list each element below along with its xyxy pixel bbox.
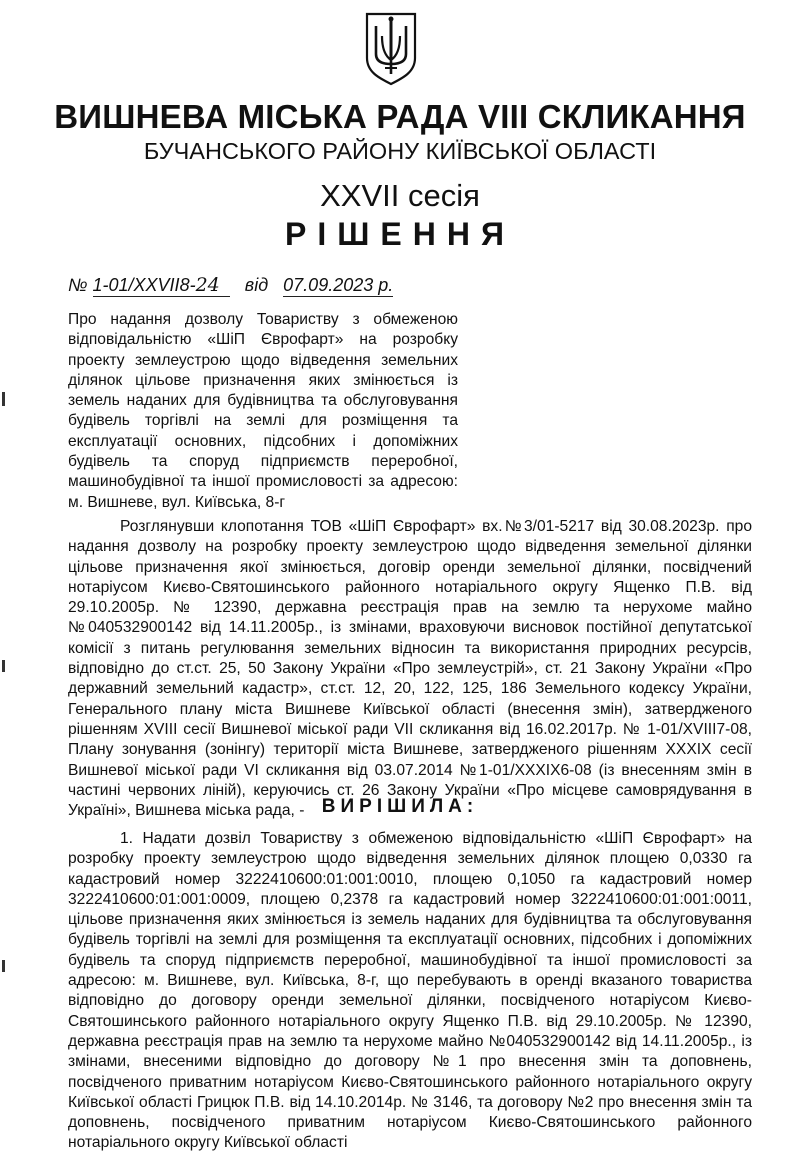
session-title: XXVII сесія bbox=[320, 178, 480, 213]
decision-subject: Про надання дозволу Товариству з обмеженою відповідальністю «ШіП Єврофарт» на розробку проекту землеустрою щодо відведення земельних ділянок цільове призначення яких змінюється із земель наданих для будівництва та обслуговування будівель торгівлі на землі для розміщення та експлуатації основних, підсобних і допоміжних будівель та споруд підприємств переробної, машинобудівної та іншої промисловості за адресою: м. Вишневе, вул. Київська, 8-г bbox=[68, 311, 458, 511]
scan-mark bbox=[2, 392, 5, 406]
trident-emblem-icon bbox=[363, 10, 419, 86]
decision-number: 1-01/XXVII8-24 bbox=[93, 275, 230, 297]
handwritten-number: 24 bbox=[195, 274, 220, 296]
council-title: ВИШНЕВА МІСЬКА РАДА VIII СКЛИКАННЯ bbox=[54, 98, 746, 135]
scan-mark bbox=[2, 660, 5, 672]
scan-mark bbox=[2, 960, 5, 972]
decision-item-1 bbox=[68, 829, 752, 1154]
decision-number-line bbox=[68, 274, 393, 296]
decision-date: 07.09.2023 р. bbox=[283, 275, 394, 295]
document-type: РІШЕННЯ bbox=[285, 216, 515, 252]
council-district: БУЧАНСЬКОГО РАЙОНУ КИЇВСЬКОЇ ОБЛАСТІ bbox=[143, 138, 657, 164]
preamble-paragraph bbox=[68, 517, 752, 821]
number-prefix: № bbox=[68, 275, 88, 295]
preamble-text: Розглянувши клопотання ТОВ «ШіП Єврофарт» вх.№3/01-5217 від 30.08.2023р. про надання дозволу на розробку проекту землеустрою щодо відведення земельної ділянки цільове призначення якої змінюється, договір оренди земельної ділянки, посвідчений нотаріусом Києво-Святошинського районного нотаріального округу Ященко П.В. від 29.10.2005р. № 12390, державна реєстрація прав на землю та нерухоме майно №040532900142 від 14.11.2005р., із змінами, враховуючи висновок постійної депутатської комісії з питань регулювання земельних відносин та використання природних ресурсів, відповідно до ст.ст. 25, 50 Закону України «Про землеустрій», ст. 21 Закону України «Про державний земельний кадастр», ст.ст. 12, 20, 122, 125, 186 Земельного кодексу України, Генерального плану міста Вишневе Київської області (внесення змін), затвердженого рішенням XVIII сесії Вишневої міської ради VII скликання від 16.02.2017р. № 1-01/XVIII7-08, Плану зонування (зонінгу) території міста Вишневе, затвердженого рішенням XXXIX сесії Вишневої міської ради VI скликання від 03.07.2014 №1-01/XXXIX6-08 (із внесенням змін в частині червоних ліній), керуючись ст. 26 Закону України «Про місцеве самоврядування в Україні», Вишнева міська рада, - bbox=[68, 518, 752, 820]
item-1-text: 1. Надати дозвіл Товариству з обмеженою відповідальністю «ШіП Єврофарт» на розробку проекту землеустрою щодо відведення земельних ділянок площею 0,0330 га кадастровий номер 3222410600:01:001:0010, площею 0,1050 га кадастровий номер 3222410600:01:001:0009, площею 0,2378 га кадастровий номер 3222410600:01:001:0011, цільове призначення яких змінюється із земель наданих для будівництва та обслуговування будівель торгівлі на землі для розміщення та експлуатації основних, підсобних і допоміжних будівель та споруд підприємств переробної, машинобудівної та іншої промисловості за адресою: м. Вишневе, вул. Київська, 8-г, що перебувають в оренді вказаного товариства відповідно до договору оренди земельної ділянки, посвідченого нотаріусом Києво-Святошинського районного нотаріального округу Ященко П.В. від 29.10.2005р. № 12390, державна реєстрація прав на землю та нерухоме майно №040532900142 від 14.11.2005р., із змінами, внесеними відповідно до договору №1 про внесення змін та доповнень, посвідченого приватним нотаріусом Києво-Святошинського районного нотаріального округу Київської області Грицюк П.В. від 14.10.2014р. № 3146, та договору №2 про внесення змін та доповнень, посвідченого приватним нотаріусом Києво-Святошинського районного нотаріального округу Київської області bbox=[68, 830, 752, 1152]
date-prefix: від bbox=[244, 275, 269, 295]
resolved-heading: ВИРІШИЛА: bbox=[321, 796, 479, 817]
